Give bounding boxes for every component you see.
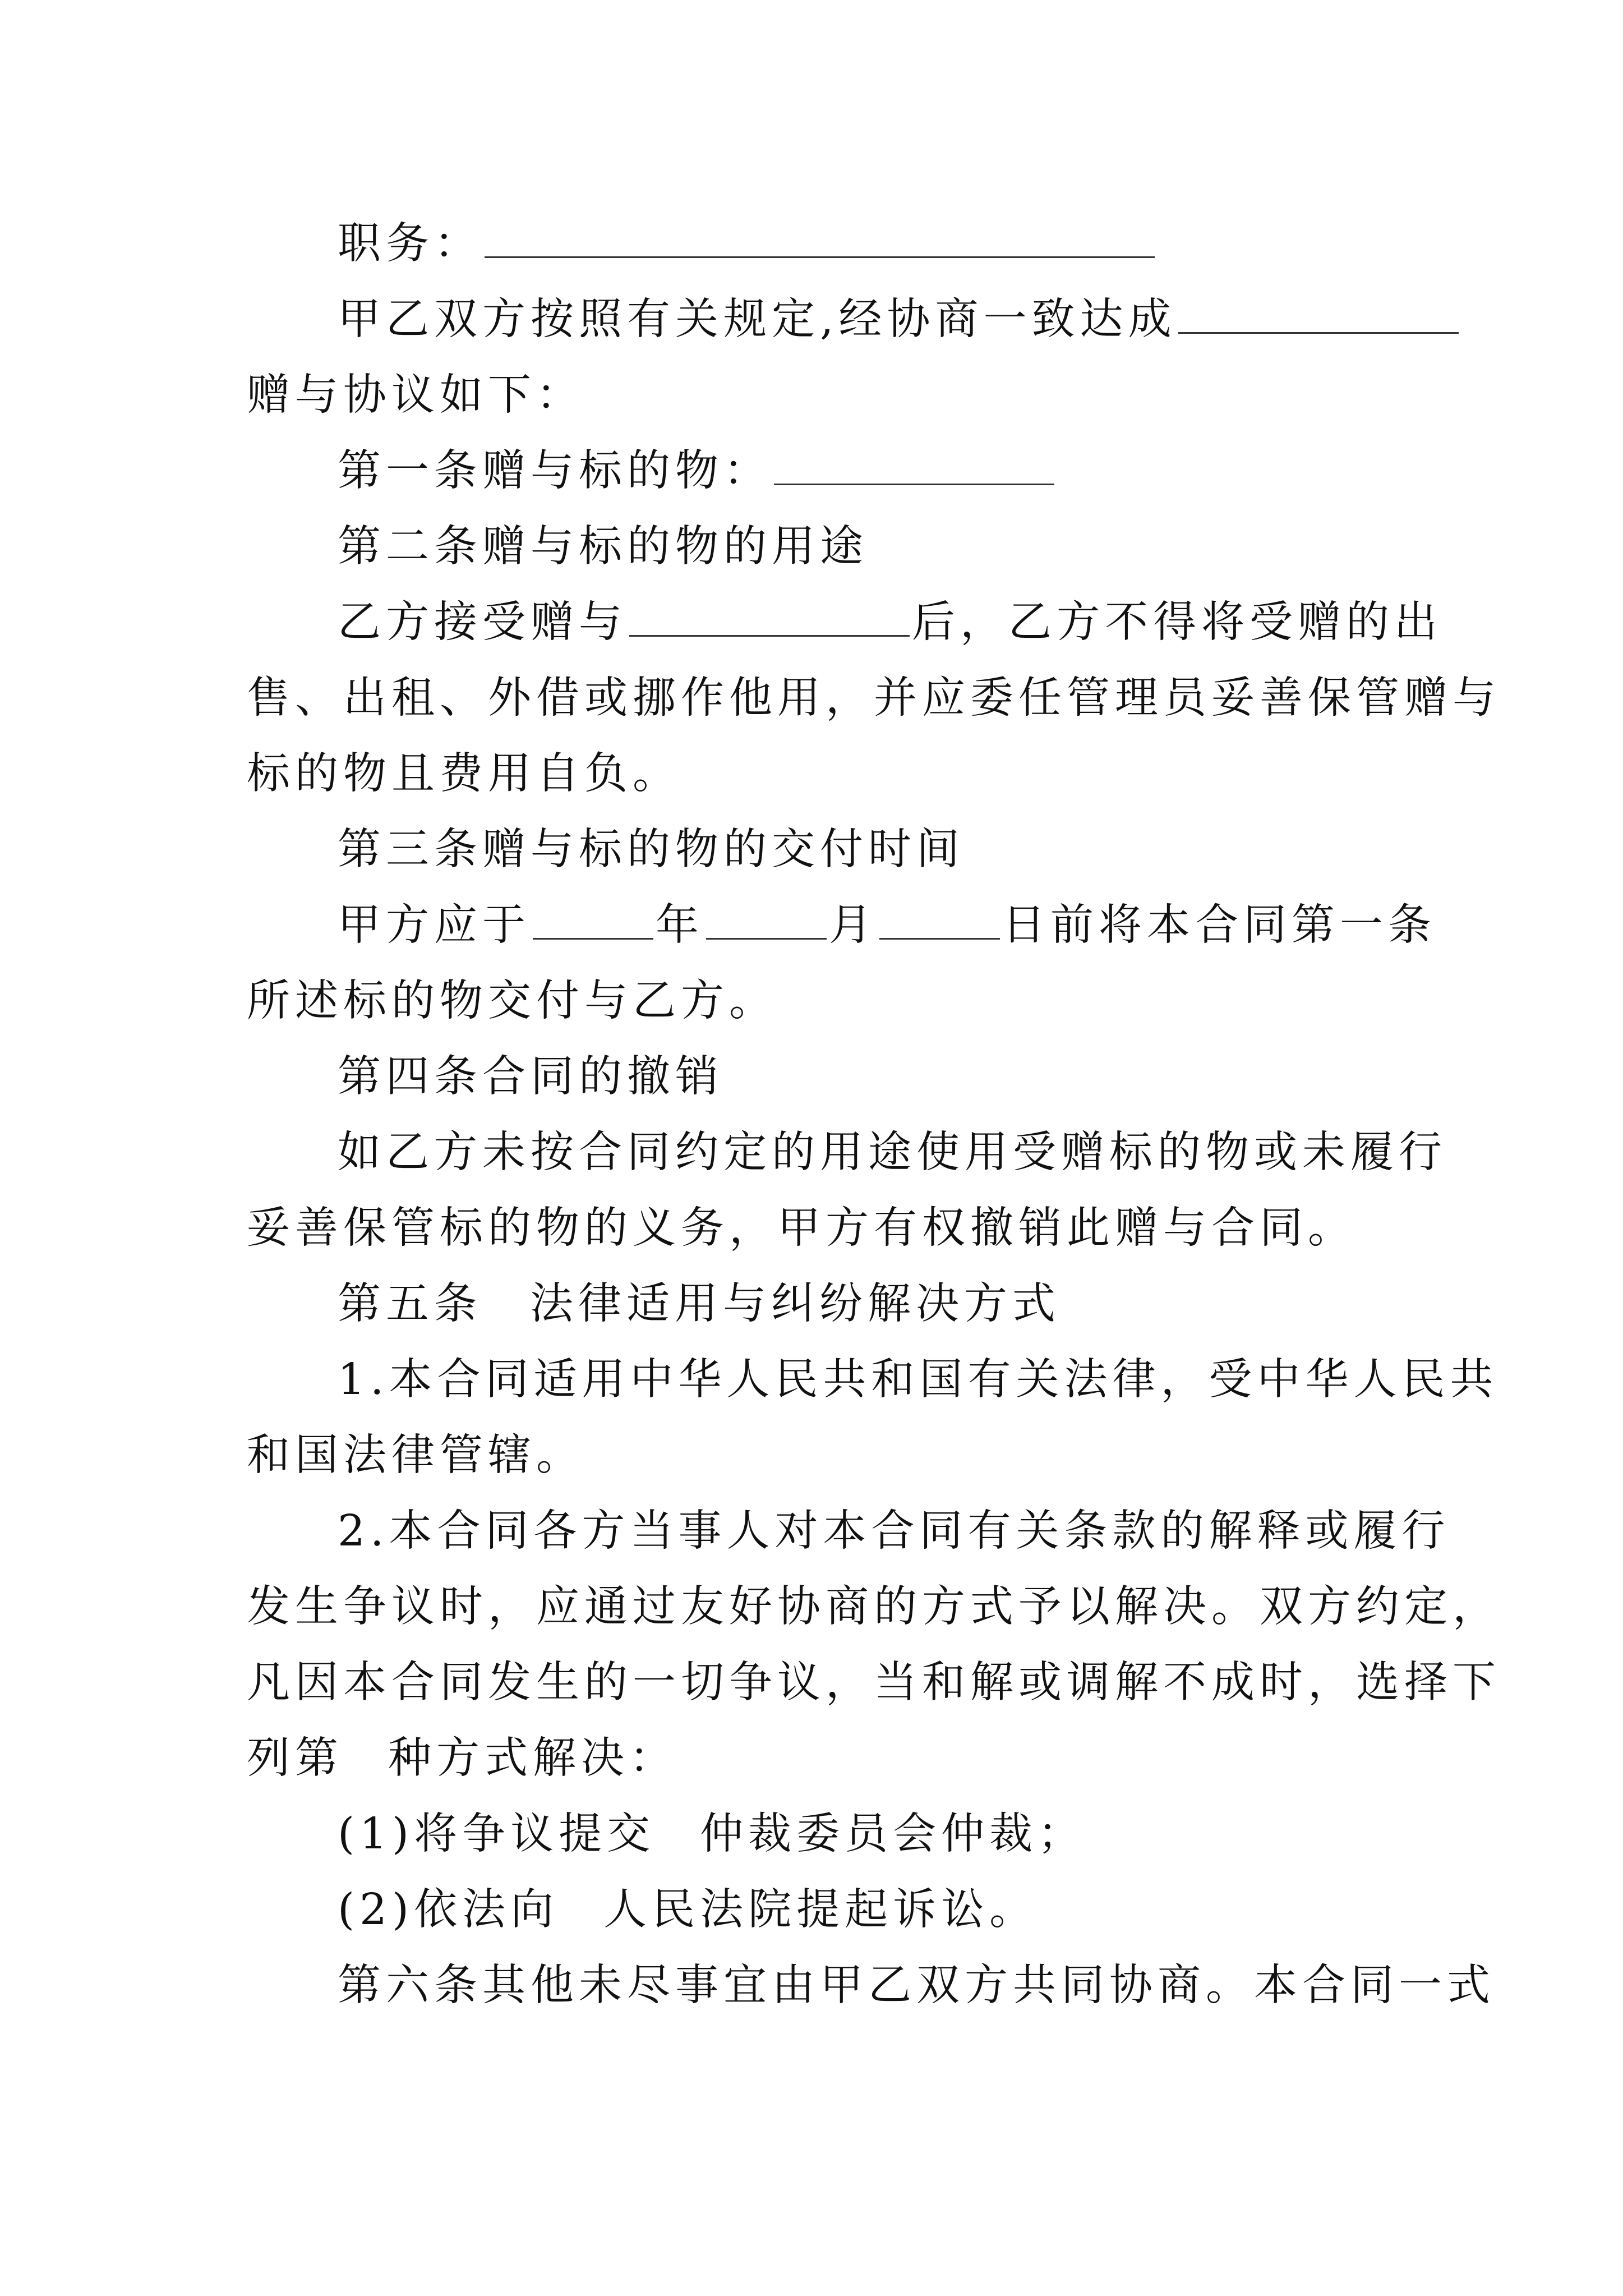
received-gift-blank[interactable]	[629, 600, 910, 637]
agreement-name-blank[interactable]	[1178, 297, 1459, 334]
text-segment: 甲乙双方按照有关规定,经协商一致达成	[338, 295, 1177, 344]
text-segment: 如乙方未按合同约定的用途使用受赠标的物或未履行	[338, 1128, 1447, 1177]
article-4-title: 第四条合同的撤销	[338, 1052, 723, 1102]
text-segment: 和国法律管辖。	[247, 1430, 584, 1480]
option-2-line	[0, 1871, 1623, 1949]
paragraph-line	[0, 583, 1623, 662]
text-segment: 种方式解决：	[388, 1733, 677, 1783]
article-1-line	[0, 432, 1623, 510]
position-blank[interactable]	[485, 222, 1155, 258]
year-label: 年	[656, 900, 704, 950]
article-5-title: 法律适用与纠纷解决方式	[530, 1279, 1061, 1329]
text-segment: 所述标的物交付与乙方。	[247, 976, 777, 1026]
paragraph-line	[0, 1492, 1623, 1571]
text-segment: 妥善保管标的物的义务，甲方有权撤销此赠与合同。	[247, 1203, 1356, 1253]
paragraph-line	[0, 1644, 1623, 1722]
text-segment: 日前将本合同第一条	[1002, 900, 1436, 950]
text-segment: 赠与协议如下：	[247, 370, 584, 420]
text-segment: 发生争议时，应通过友好协商的方式予以解决。双方约定，	[247, 1582, 1501, 1632]
paragraph-line	[0, 659, 1623, 738]
month-label: 月	[829, 900, 877, 950]
paragraph-line	[0, 1114, 1623, 1192]
text-segment: 标的物且费用自负。	[247, 749, 681, 799]
paragraph-line	[0, 735, 1623, 813]
position-label: 职务：	[338, 219, 482, 269]
text-segment: (2)依法向	[338, 1885, 559, 1935]
article-5-number: 第五条	[338, 1279, 482, 1329]
article-1-title: 第一条赠与标的物：	[338, 446, 772, 496]
article-4-heading	[0, 1038, 1623, 1116]
paragraph-line	[0, 280, 1623, 359]
article-2-title: 第二条赠与标的物的用途	[338, 522, 868, 572]
paragraph-line	[0, 1341, 1623, 1419]
text-segment: 售、出租、外借或挪作他用，并应委任管理员妥善保管赠与	[247, 673, 1501, 723]
month-blank[interactable]	[706, 903, 827, 940]
paragraph-line	[0, 886, 1623, 965]
option-1-line	[0, 1795, 1623, 1874]
text-segment: 乙方接受赠与	[338, 597, 627, 647]
article-2-heading	[0, 508, 1623, 586]
day-blank[interactable]	[879, 903, 1000, 940]
text-segment: 仲裁委员会仲裁；	[700, 1809, 1086, 1859]
text-segment: 2.本合同各方当事人对本合同有关条款的解释或履行	[338, 1506, 1450, 1556]
text-segment: 甲方应于	[338, 900, 531, 950]
paragraph-line	[0, 1189, 1623, 1268]
paragraph-line	[0, 1719, 1623, 1798]
article-3-title: 第三条赠与标的物的交付时间	[338, 825, 965, 875]
year-blank[interactable]	[533, 903, 653, 940]
article-3-heading	[0, 811, 1623, 889]
paragraph-line	[0, 1568, 1623, 1646]
text-segment: 1.本合同适用中华人民共和国有关法律，受中华人民共	[338, 1355, 1498, 1405]
text-segment: 人民法院提起诉讼。	[603, 1885, 1038, 1935]
gift-object-blank[interactable]	[774, 449, 1054, 485]
text-segment: 后，乙方不得将受赠的出	[912, 597, 1442, 647]
article-6-line	[0, 1947, 1623, 2025]
position-line	[0, 205, 1623, 283]
paragraph-line	[0, 356, 1623, 435]
paragraph-line	[0, 962, 1623, 1041]
article-5-heading	[0, 1265, 1623, 1343]
paragraph-line	[0, 1416, 1623, 1495]
text-segment: 第六条其他未尽事宜由甲乙双方共同协商。本合同一式	[338, 1961, 1495, 2010]
text-segment: 列第	[247, 1733, 343, 1783]
text-segment: 凡因本合同发生的一切争议，当和解或调解不成时，选择下	[247, 1658, 1501, 1708]
text-segment: (1)将争议提交	[338, 1809, 656, 1859]
